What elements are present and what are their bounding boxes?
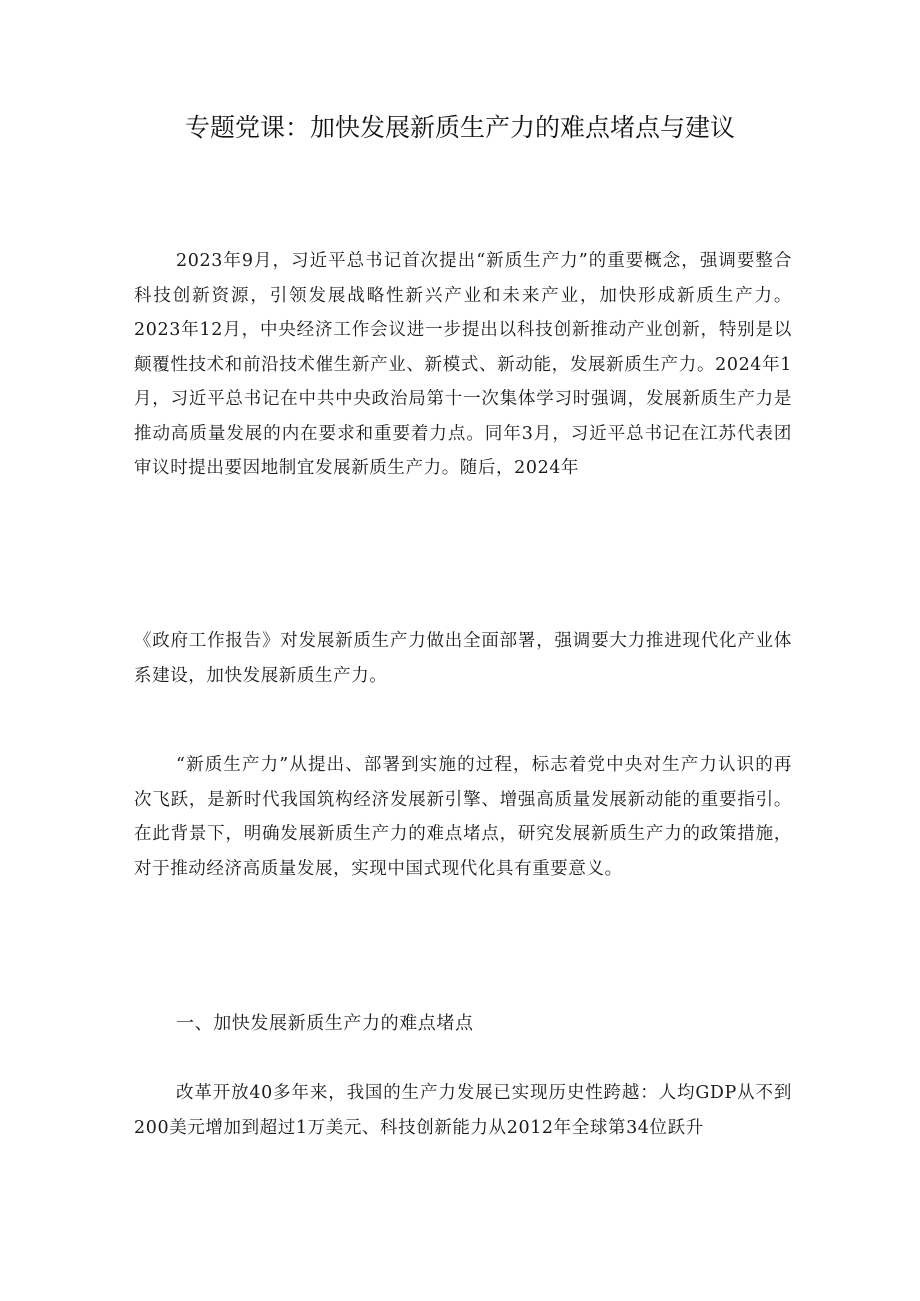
document-title: 专题党课：加快发展新质生产力的难点堵点与建议 xyxy=(184,113,735,142)
section-heading-difficulties: 一、加快发展新质生产力的难点堵点 xyxy=(176,1013,474,1034)
paragraph-intro: 2023年9月，习近平总书记首次提出“新质生产力”的重要概念，强调要整合科技创新资源，引领发展战略性新兴产业和未来产业，加快形成新质生产力。2023年12月，中央经济工作会议进一步提出以科技创新推动产业创新，特别是以颠覆性技术和前沿技术催生新产业、新模式、新动能，发展新质生产力。2024年1月，习近平总书记在中共中央政治局第十一次集体学习时强调，发展新质生产力是推动高质量发展的内在要求和重要着力点。同年3月，习近平总书记在江苏代表团审议时提出要因地制宜发展新质生产力。随后，2024年 xyxy=(134,251,792,478)
paragraph-significance: “新质生产力”从提出、部署到实施的过程，标志着党中央对生产力认识的再次飞跃，是新时代我国筑构经济发展新引擎、增强高质量发展新动能的重要指引。在此背景下，明确发展新质生产力的难点堵点，研究发展新质生产力的政策措施，对于推动经济高质量发展，实现中国式现代化具有重要意义。 xyxy=(134,755,792,879)
paragraph-intro-continued: 《政府工作报告》对发展新质生产力做出全面部署，强调要大力推进现代化产业体系建设，加快发展新质生产力。 xyxy=(134,631,792,686)
paragraph-reform-history: 改革开放40多年来，我国的生产力发展已实现历史性跨越：人均GDP从不到200美元增加到超过1万美元、科技创新能力从2012年全球第34位跃升 xyxy=(134,1083,792,1138)
